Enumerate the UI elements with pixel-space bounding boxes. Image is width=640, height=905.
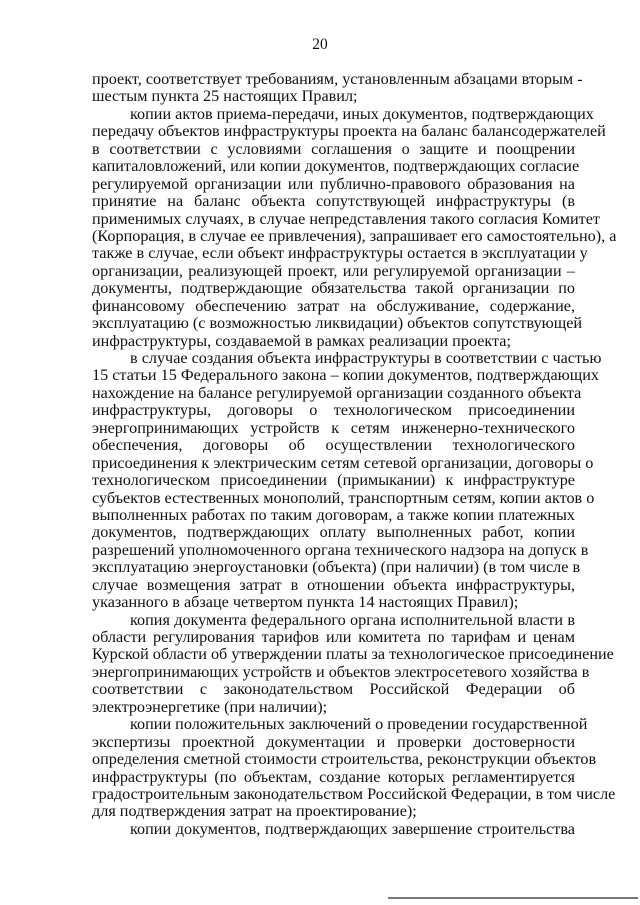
text-line: в случае создания объекта инфраструктуры в соответствии с частью: [130, 349, 602, 367]
footer-rule: [388, 897, 638, 899]
text-line: градостроительным законодательством Российской Федерации, в том числе: [92, 784, 616, 803]
text-line: электроэнергетике (при наличии);: [92, 697, 328, 716]
document-body: [92, 70, 617, 838]
page-number: 20: [312, 36, 328, 53]
text-line: нахождение на балансе регулируемой организации созданного объекта: [92, 383, 582, 402]
text-line: применимых случаях, в случае непредставления такого согласия Комитет: [92, 209, 600, 228]
text-line: копии положительных заключений о проведении государственной: [130, 715, 588, 734]
text-line: также в случае, если объект инфраструктуры остается в эксплуатации у: [92, 244, 588, 263]
text-line: регулируемой организации или публично-правового образования на: [92, 174, 575, 193]
paragraph: [92, 610, 614, 717]
text-line: экспертизы проектной документации и проверки достоверности: [92, 732, 575, 751]
text-line: в соответствии с условиями соглашения о защите и поощрении: [92, 139, 575, 158]
text-line: разрешений уполномоченного органа технического надзора на допуск в: [92, 540, 589, 559]
text-line: организации, реализующей проект, или регулируемой организации –: [92, 261, 575, 280]
text-line: области регулирования тарифов или комитета по тарифам и ценам: [92, 628, 575, 646]
text-line: присоединения к электрическим сетям сетевой организации, договоры о: [92, 453, 594, 472]
text-line: (Корпорация, в случае ее привлечения), запрашивает его самостоятельно), а: [92, 226, 617, 245]
paragraph: [92, 70, 583, 106]
text-line: 15 статьи 15 Федерального закона – копии документов, подтверждающих: [92, 366, 599, 385]
text-line: шестым пункта 25 настоящих Правил;: [92, 87, 358, 106]
text-line: инфраструктуры, создаваемой в рамках реализации проекта;: [92, 331, 511, 350]
paragraph: [92, 715, 616, 821]
paragraph: [92, 821, 575, 838]
text-line: копии документов, подтверждающих завершение строительства: [130, 819, 575, 838]
text-line: копии актов приема-передачи, иных документов, подтверждающих: [130, 104, 594, 123]
text-line: инфраструктуры (по объектам, создание которых регламентируется: [92, 767, 575, 786]
text-line: Курской области об утверждении платы за технологическое присоединение: [92, 645, 614, 664]
text-line: случае возмещения затрат в отношении объекта инфраструктуры,: [92, 575, 575, 594]
paragraph: [92, 104, 617, 350]
text-line: для подтверждения затрат на проектирование);: [92, 802, 417, 821]
text-line: документов, подтверждающих оплату выполненных работ, копии: [92, 523, 575, 542]
text-line: капиталовложений, или копии документов, подтверждающих согласие: [92, 157, 580, 176]
text-line: финансовому обеспечению затрат на обслуживание, содержание,: [92, 296, 575, 315]
text-line: копия документа федерального органа исполнительной власти в: [130, 610, 575, 629]
text-line: технологическом присоединении (примыкании) к инфраструктуре: [92, 471, 575, 490]
text-line: проект, соответствует требованиям, установленным абзацами вторым -: [92, 70, 583, 88]
text-line: принятие на баланс объекта сопутствующей инфраструктуры (в: [92, 192, 575, 211]
text-line: энергопринимающих устройств и объектов электросетевого хозяйства в: [92, 662, 590, 681]
text-line: инфраструктуры, договоры о технологическом присоединении: [92, 401, 575, 420]
text-line: определения сметной стоимости строительства, реконструкции объектов: [92, 750, 597, 769]
text-line: субъектов естественных монополий, транспортным сетям, копии актов о: [92, 488, 595, 507]
paragraph: [92, 349, 602, 612]
text-line: энергопринимающих устройств к сетям инженерно-технического: [92, 418, 575, 437]
text-line: эксплуатацию (с возможностью ликвидации) объектов сопутствующей: [92, 314, 583, 333]
text-line: выполненных работах по таким договорам, а также копии платежных: [92, 505, 575, 524]
text-line: передачу объектов инфраструктуры проекта на баланс балансодержателей: [92, 122, 606, 141]
text-line: указанного в абзаце четвертом пункта 14 настоящих Правил);: [92, 593, 519, 612]
text-line: обеспечения, договоры об осуществлении технологического: [92, 436, 575, 455]
text-line: эксплуатацию энергоустановки (объекта) (при наличии) (в том числе в: [92, 558, 581, 577]
text-line: соответствии с законодательством Российской Федерации об: [92, 680, 575, 699]
text-line: документы, подтверждающие обязательства такой организации по: [92, 279, 575, 298]
